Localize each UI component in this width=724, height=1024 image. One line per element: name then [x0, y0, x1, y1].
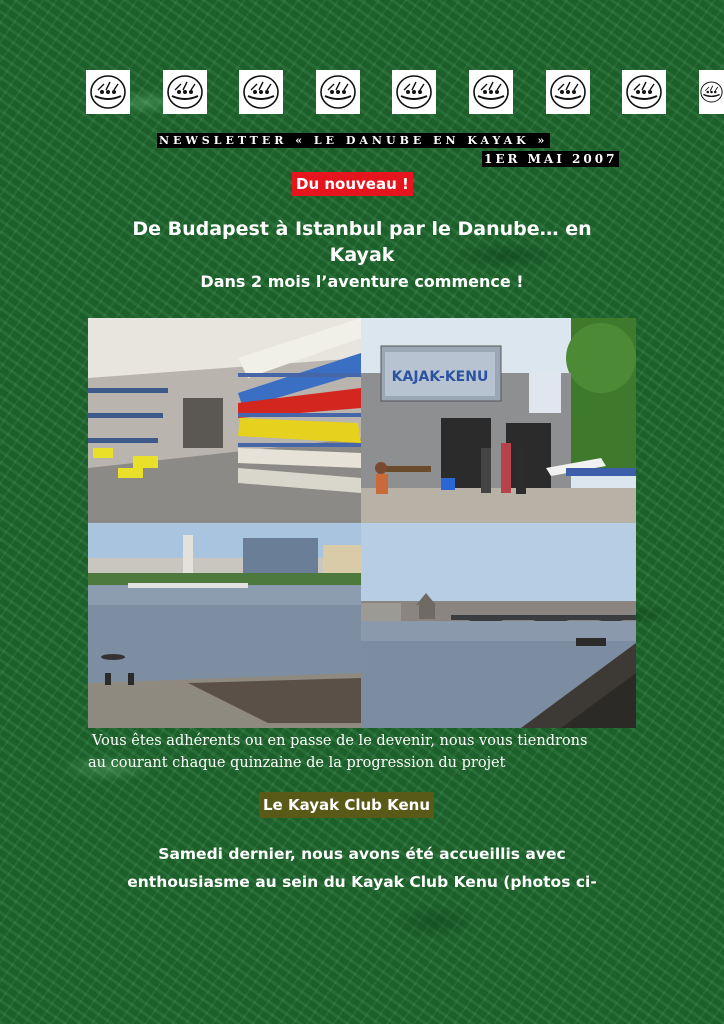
- intro-line-2: au courant chaque quinzaine de la progression du projet: [88, 755, 506, 771]
- kayak-club-emblem-icon: [546, 70, 590, 114]
- intro-line-1: Vous êtes adhérents ou en passe de le devenir, nous vous tiendrons: [92, 733, 588, 749]
- intro-paragraph: [88, 730, 648, 774]
- news-badge: Du nouveau !: [292, 172, 413, 196]
- newsletter-date: 1ER MAI 2007: [484, 152, 618, 166]
- headline-line-2: Kayak: [329, 244, 395, 266]
- headline-subtitle: Dans 2 mois l’aventure commence !: [200, 272, 524, 291]
- danube-bridge-parliament-photo: [361, 523, 636, 728]
- kayak-club-emblem-icon: [163, 70, 207, 114]
- body-line-1: Samedi dernier, nous avons été accueillis avec: [158, 845, 566, 863]
- newsletter-title: NEWSLETTER « LE DANUBE EN KAYAK »: [159, 134, 549, 147]
- kajak-kenu-club-photo: [361, 318, 636, 523]
- section-title: Le Kayak Club Kenu: [259, 792, 434, 818]
- kayak-club-emblem-icon: [86, 70, 130, 114]
- boathouse-interior-photo: [88, 318, 361, 523]
- kayak-club-emblem-icon: [469, 70, 513, 114]
- body-paragraph: [92, 840, 632, 896]
- danube-river-city-photo: [88, 523, 361, 728]
- kayak-club-emblem-icon: [316, 70, 360, 114]
- kajak-kenu-sign: KAJAK-KENU: [391, 369, 489, 385]
- kayak-club-emblem-icon: [699, 70, 724, 114]
- kayak-club-emblem-icon: [239, 70, 283, 114]
- kayak-club-emblem-icon: [392, 70, 436, 114]
- body-line-2: enthousiasme au sein du Kayak Club Kenu (photos ci-: [127, 873, 597, 891]
- kayak-club-emblem-icon: [622, 70, 666, 114]
- headline: [88, 216, 636, 268]
- headline-line-1: De Budapest à Istanbul par le Danube… en: [132, 218, 592, 240]
